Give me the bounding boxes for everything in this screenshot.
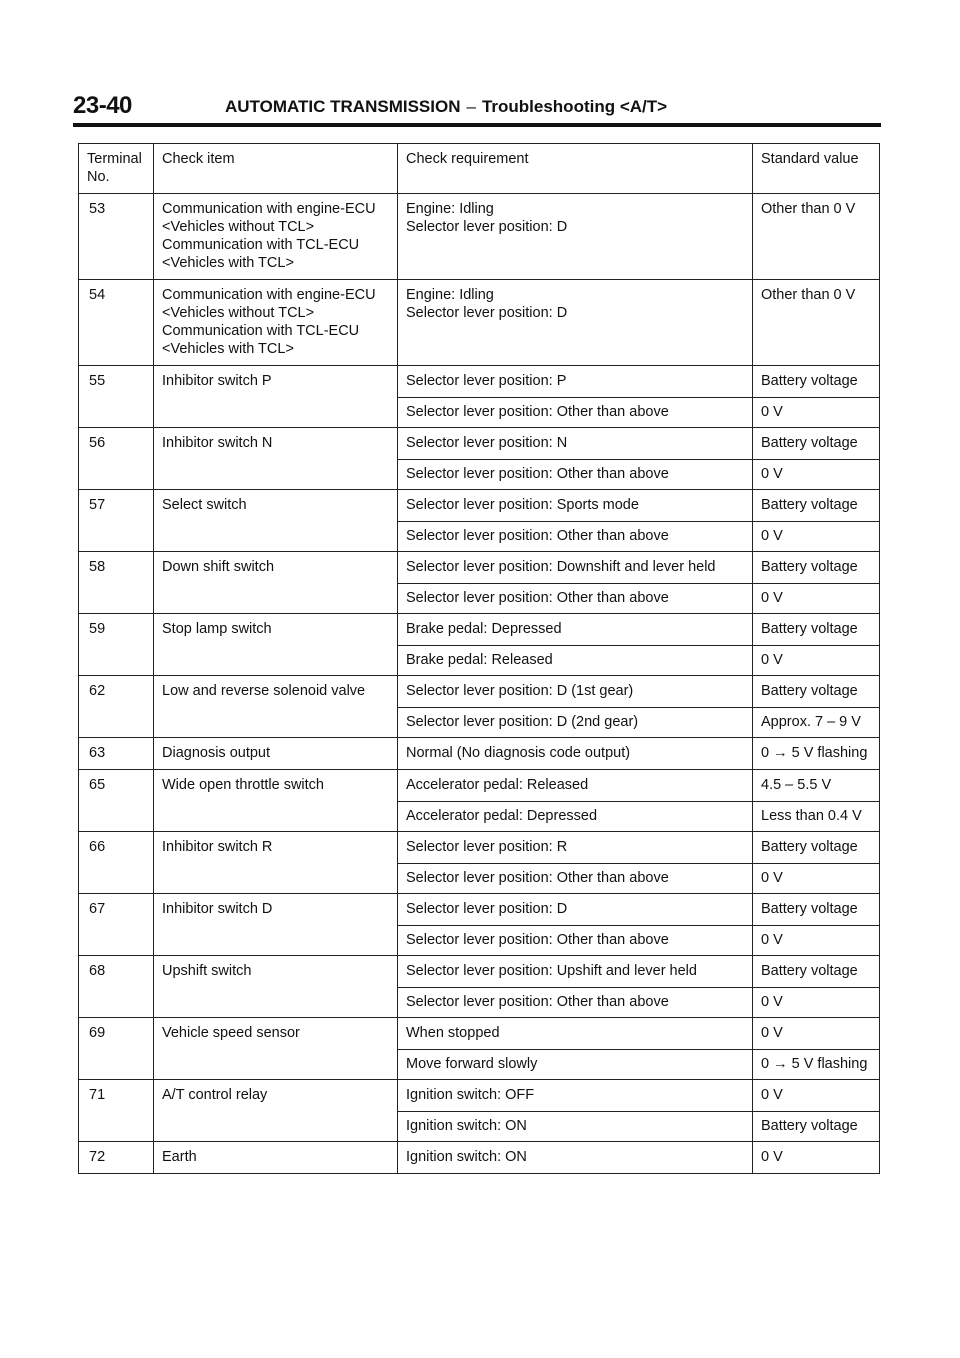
check-requirement-line: Selector lever position: N: [406, 435, 568, 451]
check-requirement-line: Ignition switch: ON: [406, 1149, 527, 1165]
check-item-line: Earth: [162, 1149, 197, 1165]
table-row: [79, 552, 880, 584]
terminal-check-table: [78, 143, 880, 1174]
section-name: AUTOMATIC TRANSMISSION: [225, 97, 461, 116]
check-item: [154, 194, 398, 280]
check-requirement-line: Selector lever position: D (1st gear): [406, 683, 634, 699]
table-body: [79, 194, 880, 1174]
check-requirement: [398, 738, 753, 770]
check-requirement-line: Move forward slowly: [406, 1056, 538, 1072]
check-requirement: [398, 708, 753, 738]
check-requirement-line: Selector lever position: Other than above: [406, 994, 669, 1010]
table-row: [79, 1080, 880, 1112]
check-requirement-line: Ignition switch: ON: [406, 1118, 527, 1134]
standard-value: Battery voltage: [753, 1112, 880, 1142]
check-item-line: Stop lamp switch: [162, 621, 272, 637]
table-row: [79, 956, 880, 988]
check-requirement-line: Engine: Idling: [406, 201, 494, 217]
check-item-line: Wide open throttle switch: [162, 777, 324, 793]
terminal-number: 58: [79, 552, 154, 614]
check-item: [154, 552, 398, 614]
terminal-number: 66: [79, 832, 154, 894]
check-item: [154, 614, 398, 676]
table-row: [79, 1142, 880, 1174]
table-row: [79, 1018, 880, 1050]
standard-value: Battery voltage: [753, 552, 880, 584]
standard-value: Other than 0 V: [753, 280, 880, 366]
check-requirement-line: Selector lever position: D: [406, 219, 568, 235]
check-item-line: Select switch: [162, 497, 247, 513]
table-row: [79, 770, 880, 802]
standard-value: Battery voltage: [753, 676, 880, 708]
standard-value: 0 V: [753, 460, 880, 490]
check-requirement: [398, 614, 753, 646]
check-requirement: [398, 398, 753, 428]
standard-value: Battery voltage: [753, 490, 880, 522]
terminal-number: 54: [79, 280, 154, 366]
check-requirement-line: Selector lever position: Other than above: [406, 528, 669, 544]
standard-value: 0 V: [753, 926, 880, 956]
header-rule: [73, 123, 881, 127]
check-requirement: [398, 802, 753, 832]
check-requirement-line: Selector lever position: D (2nd gear): [406, 714, 639, 730]
check-item: [154, 770, 398, 832]
section-title: [225, 97, 667, 117]
subsection-name: Troubleshooting <A/T>: [481, 97, 668, 116]
check-requirement-line: Selector lever position: Other than above: [406, 466, 669, 482]
check-item-line: Communication with TCL-ECU: [162, 237, 360, 253]
standard-value: Battery voltage: [753, 832, 880, 864]
terminal-number: 69: [79, 1018, 154, 1080]
standard-value: 0 V: [753, 398, 880, 428]
check-item: [154, 1080, 398, 1142]
check-item-line: Communication with engine-ECU: [162, 201, 376, 217]
terminal-number: 71: [79, 1080, 154, 1142]
check-requirement-line: Selector lever position: R: [406, 839, 568, 855]
check-item-line: Low and reverse solenoid valve: [162, 683, 366, 699]
page-header: [73, 92, 881, 122]
check-requirement-line: Selector lever position: Upshift and lever held: [406, 963, 697, 979]
check-item-line: Down shift switch: [162, 559, 275, 575]
standard-value: 0 V: [753, 646, 880, 676]
check-requirement-line: Selector lever position: Other than above: [406, 932, 669, 948]
check-requirement-line: Selector lever position: Other than above: [406, 590, 669, 606]
terminal-number: 72: [79, 1142, 154, 1174]
check-requirement: [398, 1050, 753, 1080]
check-requirement-line: Ignition switch: OFF: [406, 1087, 535, 1103]
column-header-terminal: Terminal No.: [79, 144, 154, 194]
check-item-line: <Vehicles with TCL>: [162, 341, 294, 357]
terminal-number: 53: [79, 194, 154, 280]
check-item-line: Inhibitor switch D: [162, 901, 273, 917]
check-requirement: [398, 194, 753, 280]
check-requirement: [398, 832, 753, 864]
standard-value: 0 V: [753, 864, 880, 894]
standard-value: 0 V: [753, 988, 880, 1018]
check-requirement: [398, 522, 753, 552]
check-requirement-line: Brake pedal: Depressed: [406, 621, 562, 637]
terminal-number: 56: [79, 428, 154, 490]
check-requirement: [398, 552, 753, 584]
column-header-check-item: Check item: [154, 144, 398, 194]
standard-value: Other than 0 V: [753, 194, 880, 280]
column-header-check-requirement: Check requirement: [398, 144, 753, 194]
check-item: [154, 1018, 398, 1080]
check-requirement: [398, 676, 753, 708]
check-item-line: Inhibitor switch R: [162, 839, 273, 855]
check-requirement: [398, 864, 753, 894]
standard-value: Battery voltage: [753, 366, 880, 398]
standard-value: 0 V: [753, 1080, 880, 1112]
check-item: [154, 894, 398, 956]
check-requirement: [398, 988, 753, 1018]
check-item: [154, 676, 398, 738]
check-item-line: Inhibitor switch N: [162, 435, 273, 451]
check-requirement-line: Selector lever position: Sports mode: [406, 497, 639, 513]
check-requirement: [398, 428, 753, 460]
standard-value: Battery voltage: [753, 614, 880, 646]
check-item-line: Communication with engine-ECU: [162, 287, 376, 303]
standard-value: 0 V: [753, 1018, 880, 1050]
table-row: [79, 280, 880, 366]
check-item: [154, 738, 398, 770]
table-row: [79, 490, 880, 522]
check-item-line: Upshift switch: [162, 963, 252, 979]
check-requirement: [398, 366, 753, 398]
check-item: [154, 956, 398, 1018]
check-item: [154, 366, 398, 428]
standard-value: Battery voltage: [753, 956, 880, 988]
table-row: [79, 676, 880, 708]
standard-value: Battery voltage: [753, 894, 880, 926]
check-requirement-line: Selector lever position: D: [406, 305, 568, 321]
table-header-row: [79, 144, 880, 194]
table-row: [79, 894, 880, 926]
standard-value: Less than 0.4 V: [753, 802, 880, 832]
terminal-number: 67: [79, 894, 154, 956]
check-requirement-line: Selector lever position: D: [406, 901, 568, 917]
standard-value: 0 → 5 V flashing: [753, 1050, 880, 1080]
check-requirement-line: Normal (No diagnosis code output): [406, 745, 631, 761]
check-requirement: [398, 1112, 753, 1142]
check-requirement-line: When stopped: [406, 1025, 500, 1041]
check-requirement-line: Selector lever position: P: [406, 373, 567, 389]
check-requirement: [398, 646, 753, 676]
standard-value: 0 V: [753, 1142, 880, 1174]
check-requirement-line: Accelerator pedal: Released: [406, 777, 589, 793]
table-row: [79, 366, 880, 398]
standard-value: 0 V: [753, 522, 880, 552]
check-requirement-line: Selector lever position: Downshift and lever held: [406, 559, 716, 575]
table-row: [79, 428, 880, 460]
check-item: [154, 490, 398, 552]
terminal-number: 68: [79, 956, 154, 1018]
check-requirement: [398, 584, 753, 614]
check-item: [154, 280, 398, 366]
standard-value: 0 → 5 V flashing: [753, 738, 880, 770]
check-item-line: A/T control relay: [162, 1087, 268, 1103]
standard-value: Approx. 7 – 9 V: [753, 708, 880, 738]
check-requirement-line: Selector lever position: Other than above: [406, 404, 669, 420]
check-requirement-line: Brake pedal: Released: [406, 652, 553, 668]
check-item-line: <Vehicles without TCL>: [162, 219, 315, 235]
check-item: [154, 428, 398, 490]
terminal-number: 55: [79, 366, 154, 428]
check-item-line: Inhibitor switch P: [162, 373, 272, 389]
check-item-line: Communication with TCL-ECU: [162, 323, 360, 339]
check-requirement: [398, 280, 753, 366]
title-separator: –: [466, 97, 476, 116]
check-requirement: [398, 956, 753, 988]
check-requirement-line: Engine: Idling: [406, 287, 494, 303]
check-requirement-line: Accelerator pedal: Depressed: [406, 808, 598, 824]
table-row: [79, 614, 880, 646]
table-row: [79, 832, 880, 864]
check-requirement: [398, 1080, 753, 1112]
standard-value: 4.5 – 5.5 V: [753, 770, 880, 802]
check-requirement: [398, 460, 753, 490]
check-requirement: [398, 1018, 753, 1050]
check-item-line: Vehicle speed sensor: [162, 1025, 300, 1041]
check-requirement: [398, 490, 753, 522]
standard-value: 0 V: [753, 584, 880, 614]
check-item-line: <Vehicles without TCL>: [162, 305, 315, 321]
check-item: [154, 832, 398, 894]
terminal-number: 65: [79, 770, 154, 832]
standard-value: Battery voltage: [753, 428, 880, 460]
check-item-line: <Vehicles with TCL>: [162, 255, 294, 271]
terminal-number: 57: [79, 490, 154, 552]
page-number: 23-40: [73, 92, 132, 119]
check-requirement: [398, 770, 753, 802]
terminal-number: 62: [79, 676, 154, 738]
check-requirement: [398, 1142, 753, 1174]
check-requirement-line: Selector lever position: Other than above: [406, 870, 669, 886]
terminal-number: 63: [79, 738, 154, 770]
check-requirement: [398, 926, 753, 956]
column-header-standard-value: Standard value: [753, 144, 880, 194]
terminal-number: 59: [79, 614, 154, 676]
table-row: [79, 194, 880, 280]
table-row: [79, 738, 880, 770]
check-item-line: Diagnosis output: [162, 745, 271, 761]
check-item: [154, 1142, 398, 1174]
check-requirement: [398, 894, 753, 926]
